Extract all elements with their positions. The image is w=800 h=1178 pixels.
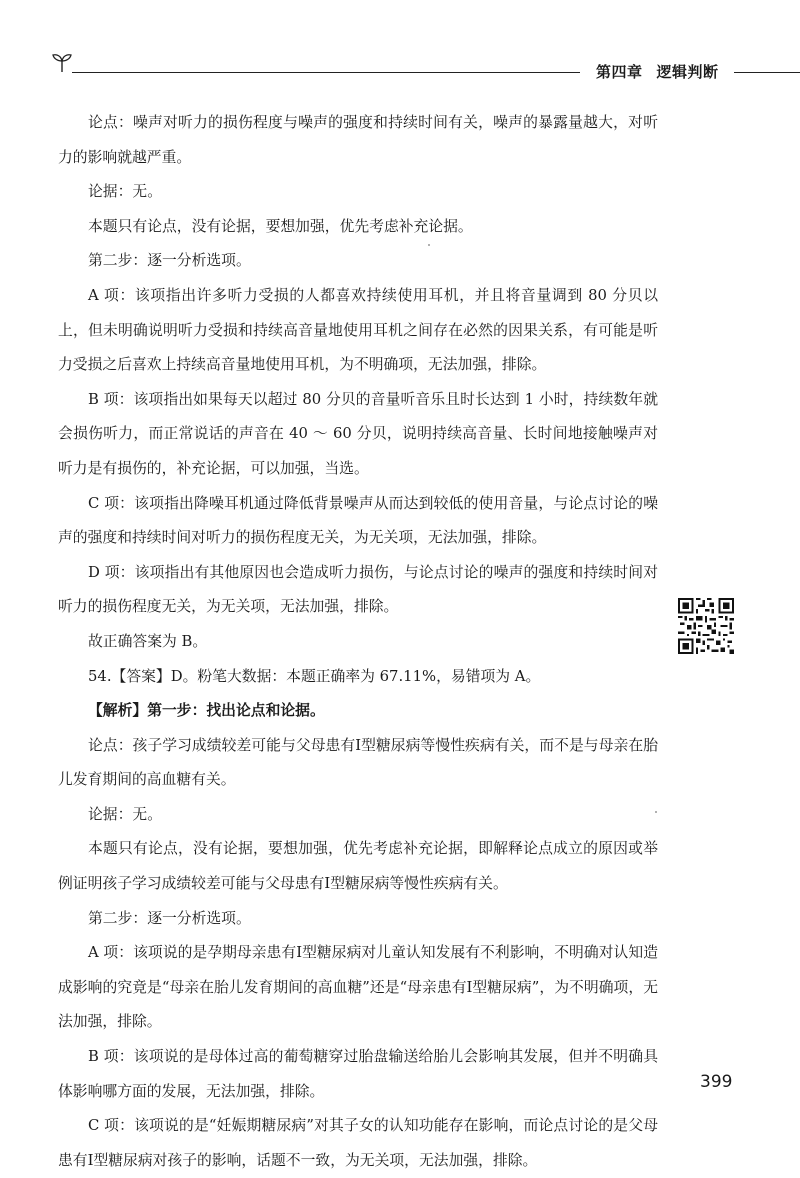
analysis-line: 【解析】第一步：找出论点和论据。 xyxy=(88,702,325,720)
paragraph: 论据：无。 xyxy=(88,805,162,823)
qr-code[interactable] xyxy=(678,598,734,654)
paragraph: 论据：无。 xyxy=(88,183,162,201)
paragraph: 故正确答案为 B。 xyxy=(88,632,208,650)
chapter-label xyxy=(596,61,719,82)
paragraph: A 项：该项说的是孕期母亲患有Ⅰ型糖尿病对儿童认知发展有不利影响，不明确对认知造成影响的究竟是“母亲在胎儿发育期间的高血糖”还是“母亲患有Ⅰ型糖尿病”，为不明确项，无法加强，排除。 xyxy=(58,944,658,1031)
page-number: 399 xyxy=(700,1072,733,1092)
paragraph: B 项：该项指出如果每天以超过 80 分贝的音量听音乐且时长达到 1 小时，持续数年就会损伤听力，而正常说话的声音在 40 ～ 60 分贝，说明持续高音量、长时间地接触噪声对听力是有损伤的，补充论据，可以加强，当选。 xyxy=(58,390,658,477)
paragraph: 本题只有论点，没有论据，要想加强，优先考虑补充论据。 xyxy=(88,217,473,235)
chapter-title: 逻辑判断 xyxy=(656,63,719,81)
answer-line: 54.【答案】D。粉笔大数据：本题正确率为 67.11%，易错项为 A。 xyxy=(88,667,541,685)
chapter-number: 第四章 xyxy=(596,63,643,81)
paragraph: A 项：该项指出许多听力受损的人都喜欢持续使用耳机，并且将音量调到 80 分贝以上，但未明确说明听力受损和持续高音量地使用耳机之间存在必然的因果关系，有可能是听力受损之后喜欢上持续高音量地使用耳机，为不明确项，无法加强，排除。 xyxy=(58,286,658,374)
scan-speck xyxy=(428,244,430,246)
paragraph: B 项：该项说的是母体过高的葡萄糖穿过胎盘输送给胎儿会影响其发展，但并不明确具体影响哪方面的发展，无法加强，排除。 xyxy=(58,1048,658,1100)
header-rule-right xyxy=(734,72,800,73)
paragraph: 论点：噪声对听力的损伤程度与噪声的强度和持续时间有关，噪声的暴露量越大，对听力的影响就越严重。 xyxy=(58,114,658,166)
body-text xyxy=(58,106,658,1178)
page-header xyxy=(0,0,800,95)
paragraph: D 项：该项指出有其他原因也会造成听力损伤，与论点讨论的噪声的强度和持续时间对听力的损伤程度无关，为无关项，无法加强，排除。 xyxy=(58,563,658,616)
paragraph: 本题只有论点，没有论据，要想加强，优先考虑补充论据，即解释论点成立的原因或举例证明孩子学习成绩较差可能与父母患有Ⅰ型糖尿病等慢性疾病有关。 xyxy=(58,840,658,893)
header-rule-left xyxy=(72,72,580,73)
paragraph: 第二步：逐一分析选项。 xyxy=(88,909,251,927)
paragraph: C 项：该项指出降噪耳机通过降低背景噪声从而达到较低的使用音量，与论点讨论的噪声的强度和持续时间对听力的损伤程度无关，为无关项，无法加强，排除。 xyxy=(58,494,658,547)
paragraph: 第二步：逐一分析选项。 xyxy=(88,252,251,270)
paragraph: 论点：孩子学习成绩较差可能与父母患有Ⅰ型糖尿病等慢性疾病有关，而不是与母亲在胎儿发育期间的高血糖有关。 xyxy=(58,736,658,789)
scan-speck xyxy=(655,811,657,813)
paragraph: C 项：该项说的是“妊娠期糖尿病”对其子女的认知功能存在影响，而论点讨论的是父母患有Ⅰ型糖尿病对孩子的影响，话题不一致，为无关项，无法加强，排除。 xyxy=(58,1117,658,1169)
sprout-icon xyxy=(50,50,74,74)
